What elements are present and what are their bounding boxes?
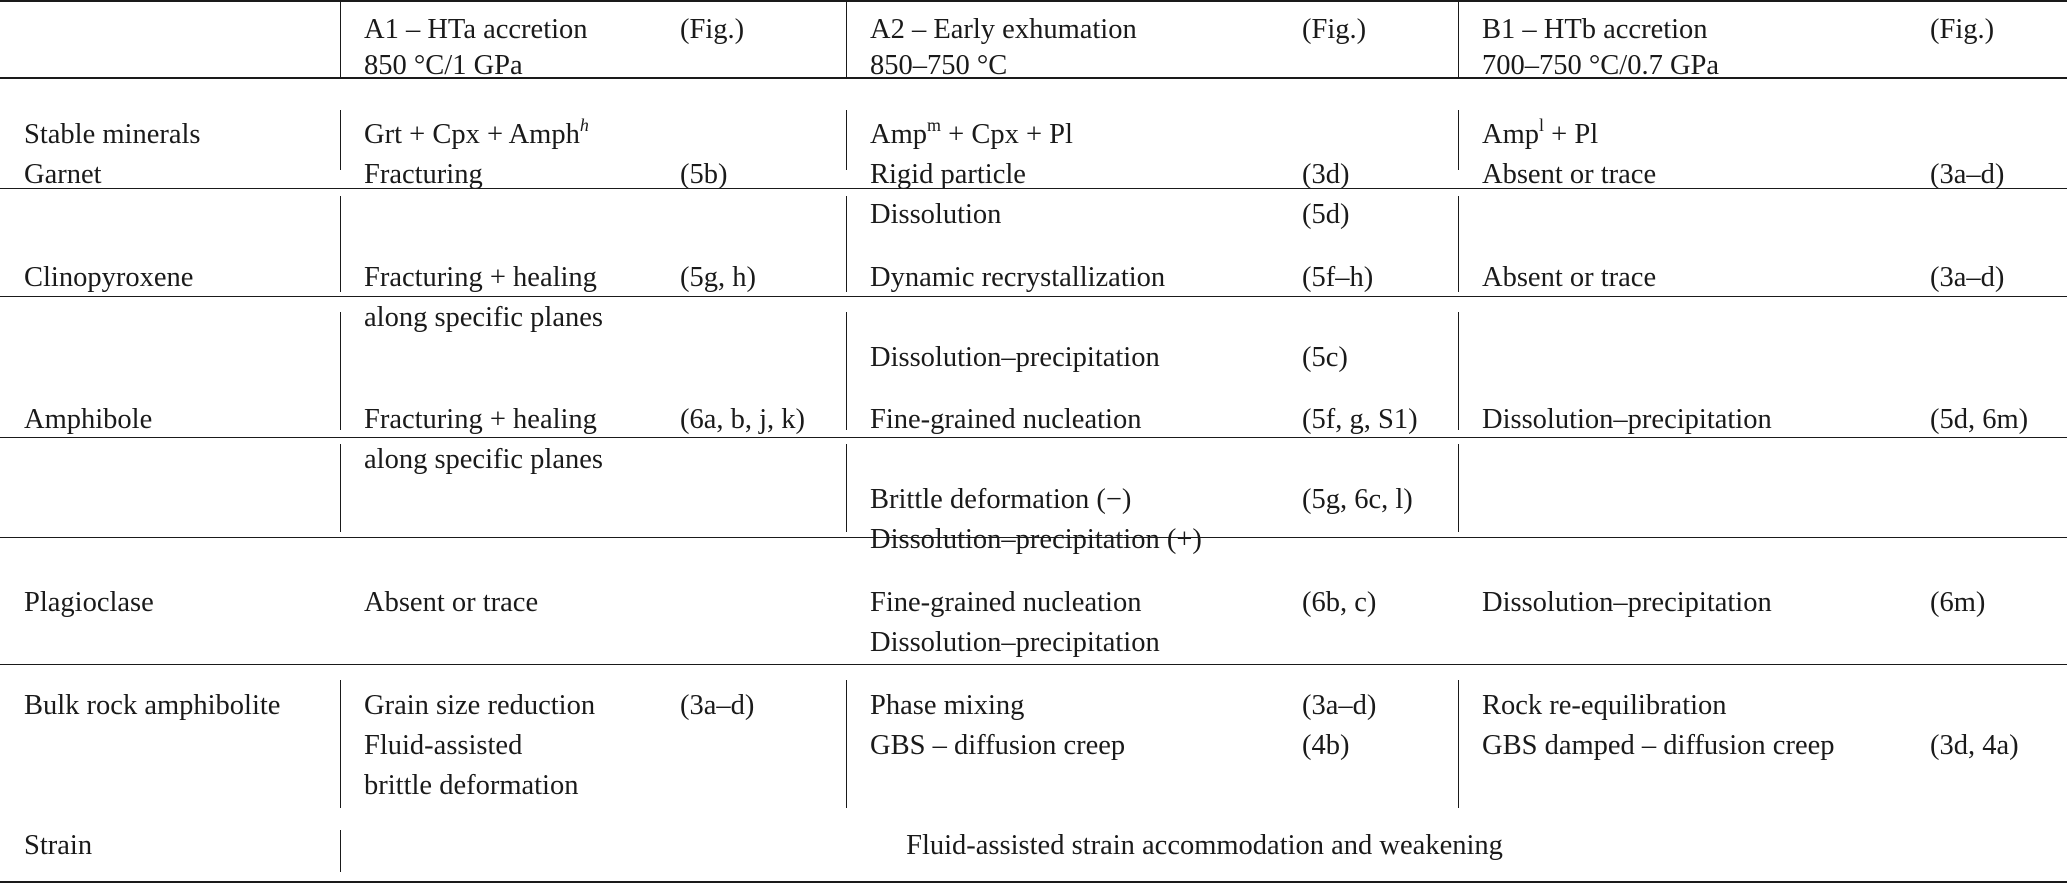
- stable-b1-text: Absent or trace: [1482, 159, 1657, 190]
- stable-a1-text: Fracturing: [364, 159, 483, 190]
- col-divider-3: [1458, 0, 1459, 77]
- bulk-a2-fig2: (4b): [1302, 730, 1350, 761]
- stable-a1-minerals: [364, 115, 589, 155]
- header-a1-fig: (Fig.): [680, 14, 745, 45]
- top-rule: [0, 0, 2067, 2]
- row-label-clinopyroxene: Clinopyroxene: [24, 262, 194, 293]
- cpx-a1-text1: Fracturing + healing: [364, 262, 597, 293]
- bulk-b1: [1482, 686, 1835, 766]
- col-divider-2-r4: [846, 444, 847, 532]
- bulk-a1: [364, 686, 595, 806]
- header-b1: [1482, 10, 1719, 86]
- amph-b1-fig: (5d, 6m): [1930, 404, 2029, 435]
- amph-b1-text: Dissolution–precipitation: [1482, 404, 1772, 435]
- bulk-a2-figs: [1302, 686, 1376, 766]
- plag-a2-text2: Dissolution–precipitation: [870, 627, 1160, 658]
- bulk-a2-text2: GBS – diffusion creep: [870, 730, 1126, 761]
- plag-a2-fig1: (6b, c): [1302, 587, 1377, 618]
- amph-a1: [364, 400, 603, 480]
- header-b1-title: B1 – HTb accretion: [1482, 14, 1708, 45]
- amph-a2-text1: Fine-grained nucleation: [870, 404, 1142, 435]
- cpx-a2-fig-gap: [1302, 298, 1373, 338]
- cpx-b1-text: Absent or trace: [1482, 262, 1657, 293]
- cpx-a2: [870, 258, 1165, 378]
- row-label-garnet: Garnet: [24, 159, 102, 190]
- bulk-a1-text3: brittle deformation: [364, 770, 579, 801]
- stable-b1-minerals-sup: l: [1539, 115, 1545, 135]
- header-a2: [870, 10, 1137, 86]
- cpx-a2-figs: [1302, 258, 1373, 378]
- amph-a1-fig: (6a, b, j, k): [680, 404, 806, 435]
- row-rule-5: [0, 664, 2067, 665]
- col-divider-2-r3: [846, 312, 847, 430]
- stable-b1-minerals-base: Amp: [1482, 119, 1539, 150]
- cpx-a2-text2: Dissolution–precipitation: [870, 342, 1160, 373]
- row-label-plagioclase: Plagioclase: [24, 587, 154, 618]
- col-divider-2-r2: [846, 196, 847, 292]
- amph-a2: [870, 400, 1202, 560]
- header-a1-title: A1 – HTa accretion: [364, 14, 588, 45]
- stable-b1-minerals-rest: + Pl: [1544, 119, 1599, 150]
- col-divider-3-r2: [1458, 196, 1459, 292]
- cpx-a2-text1: Dynamic recrystallization: [870, 262, 1166, 293]
- header-a1-conditions: 850 °C/1 GPa: [364, 50, 523, 81]
- cpx-a2-fig2: (5c): [1302, 342, 1348, 373]
- amph-a1-text1: Fracturing + healing: [364, 404, 597, 435]
- bulk-a2: [870, 686, 1125, 766]
- stable-a2-text2: Dissolution: [870, 199, 1002, 230]
- bulk-a1-text1: Grain size reduction: [364, 690, 596, 721]
- bulk-b1-fig2: (3d, 4a): [1930, 730, 2019, 761]
- amph-a2-text3: Dissolution–precipitation (+): [870, 524, 1202, 555]
- col-divider-1: [340, 0, 341, 77]
- plag-a1-text: Absent or trace: [364, 587, 539, 618]
- header-a2-fig: (Fig.): [1302, 14, 1367, 45]
- row-label-strain: Strain: [24, 830, 93, 861]
- bulk-a1-fig: (3a–d): [680, 690, 755, 721]
- col-divider-1-r2: [340, 196, 341, 292]
- bulk-a1-text2: Fluid-assisted: [364, 730, 523, 761]
- stable-a1: [364, 115, 589, 195]
- cpx-a2-gap: [870, 298, 1165, 338]
- bulk-a2-fig1: (3a–d): [1302, 690, 1377, 721]
- col-divider-1-r1: [340, 110, 341, 170]
- cpx-a1-fig: (5g, h): [680, 262, 756, 293]
- stable-a2: [870, 115, 1073, 235]
- header-a1: [364, 10, 588, 86]
- stable-a2-text1: Rigid particle: [870, 159, 1026, 190]
- plag-b1-text: Dissolution–precipitation: [1482, 587, 1772, 618]
- bulk-a2-text1: Phase mixing: [870, 690, 1025, 721]
- stable-a2-minerals-base: Amp: [870, 119, 927, 150]
- row-label-amphibole: Amphibole: [24, 404, 153, 435]
- stable-a2-fig2: (5d): [1302, 199, 1350, 230]
- col-divider-1-r4: [340, 444, 341, 532]
- stable-a1-fig: (5b): [680, 159, 728, 190]
- cpx-a2-fig1: (5f–h): [1302, 262, 1374, 293]
- amph-a2-figs: [1302, 400, 1418, 520]
- amph-a2-fig1: (5f, g, S1): [1302, 404, 1418, 435]
- row-label-bulk-rock: Bulk rock amphibolite: [24, 690, 281, 721]
- col-divider-1-r5: [340, 680, 341, 808]
- plag-a2-text1: Fine-grained nucleation: [870, 587, 1142, 618]
- col-divider-2-r1: [846, 110, 847, 170]
- strain-text: Fluid-assisted strain accommodation and weakening: [906, 830, 1503, 861]
- header-a2-conditions: 850–750 °C: [870, 50, 1008, 81]
- col-divider-3-r5: [1458, 680, 1459, 808]
- col-divider-3-r3: [1458, 312, 1459, 430]
- plag-a2: [870, 583, 1160, 663]
- row-label-stable: [24, 115, 201, 195]
- col-divider-1-r3: [340, 312, 341, 430]
- amph-a2-gap: [870, 440, 1202, 480]
- amph-a1-text2: along specific planes: [364, 444, 603, 475]
- header-b1-conditions: 700–750 °C/0.7 GPa: [1482, 50, 1720, 81]
- cpx-b1-fig: (3a–d): [1930, 262, 2005, 293]
- stable-a1-minerals-base: Grt + Cpx + Amph: [364, 119, 580, 150]
- cpx-a1: [364, 258, 603, 338]
- stable-a2-minerals-rest: + Cpx + Pl: [941, 119, 1073, 150]
- col-divider-1-r6: [340, 830, 341, 872]
- bulk-b1-text1: Rock re-equilibration: [1482, 690, 1727, 721]
- stable-a1-minerals-sup: h: [579, 115, 589, 135]
- stable-a2-minerals-sup: m: [927, 115, 942, 135]
- stable-b1-fig: (3a–d): [1930, 159, 2005, 190]
- amph-a2-text2: Brittle deformation (−): [870, 484, 1132, 515]
- col-divider-2: [846, 0, 847, 77]
- stable-a2-fig1: (3d): [1302, 159, 1350, 190]
- header-b1-fig: (Fig.): [1930, 14, 1995, 45]
- stable-a2-minerals: [870, 115, 1073, 155]
- stable-b1: [1482, 115, 1656, 195]
- row-label-stable-minerals: Stable minerals: [24, 119, 201, 150]
- bulk-b1-text2: GBS damped – diffusion creep: [1482, 730, 1835, 761]
- cpx-a1-text2: along specific planes: [364, 302, 603, 333]
- header-a2-title: A2 – Early exhumation: [870, 14, 1137, 45]
- amph-a2-fig-gap: [1302, 440, 1418, 480]
- col-divider-3-r1: [1458, 110, 1459, 170]
- stable-a2-figs: [1302, 155, 1349, 235]
- col-divider-2-r5: [846, 680, 847, 808]
- plag-b1-fig: (6m): [1930, 587, 1986, 618]
- amph-a2-fig2: (5g, 6c, l): [1302, 484, 1413, 515]
- stable-b1-minerals: [1482, 115, 1656, 155]
- col-divider-3-r4: [1458, 444, 1459, 532]
